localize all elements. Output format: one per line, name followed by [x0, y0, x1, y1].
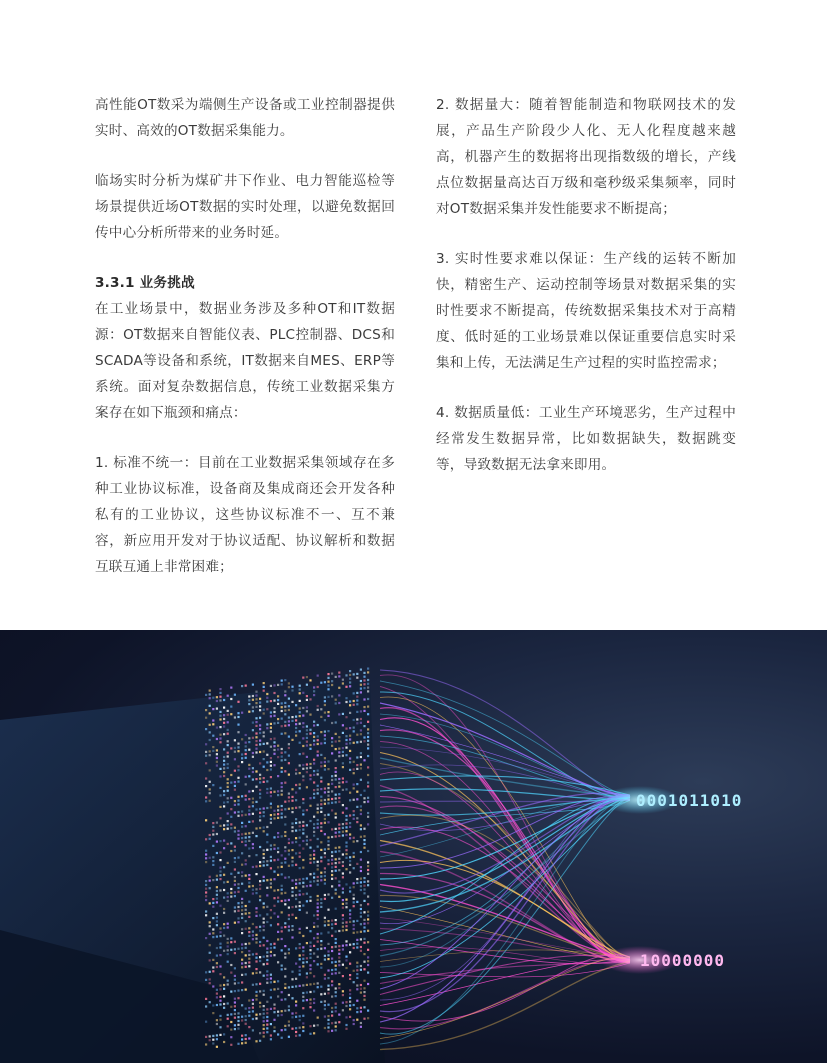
data-flow-lines	[380, 670, 630, 1050]
challenge-item-2: 2. 数据量大：随着智能制造和物联网技术的发展，产品生产阶段少人化、无人化程度越来越高，机器产生的数据将出现指数级的增长，产线点位数据量高达百万级和毫秒级采集频率，同时对OT数据采集并发性能要求不断提高；	[436, 97, 736, 217]
intro-paragraph-realtime-analysis: 临场实时分析为煤矿井下作业、电力智能巡检等场景提供近场OT数据的实时处理，以避免数据回传中心分析所带来的业务时延。	[95, 173, 395, 241]
left-text-column	[95, 92, 395, 604]
challenge-item-3: 3. 实时性要求难以保证：生产线的运转不断加快，精密生产、运动控制等场景对数据采集的实时性要求不断提高，传统数据采集技术对于高精度、低时延的工业场景难以保证重要信息实时采集和上传，无法满足生产过程的实时监控需求；	[436, 251, 736, 371]
tablet-panel	[0, 680, 385, 1063]
hero-image	[0, 630, 827, 1063]
challenge-item-1: 1. 标准不统一：目前在工业数据采集领域存在多种工业协议标准，设备商及集成商还会开发各种私有的工业协议，这些协议标准不一、互不兼容，新应用开发对于协议适配、协议解析和数据互联互通上非常困难；	[95, 455, 395, 575]
challenge-intro-paragraph: 在工业场景中，数据业务涉及多种OT和IT数据源：OT数据来自智能仪表、PLC控制器、DCS和SCADA等设备和系统，IT数据来自MES、ERP等系统。面对复杂数据信息，传统工业数据采集方案存在如下瓶颈和痛点：	[95, 301, 395, 421]
challenge-item-4: 4. 数据质量低：工业生产环境恶劣，生产过程中经常发生数据异常，比如数据缺失，数据跳变等，导致数据无法拿来即用。	[436, 405, 736, 473]
right-text-column	[436, 92, 736, 502]
data-stream-illustration	[0, 630, 827, 1063]
binary-stream-bottom: 10000000	[640, 951, 726, 970]
binary-stream-top: 0001011010	[636, 791, 743, 810]
section-heading: 3.3.1 业务挑战	[95, 275, 195, 291]
intro-paragraph-ot-collection: 高性能OT数采为端侧生产设备或工业控制器提供实时、高效的OT数据采集能力。	[95, 97, 395, 139]
